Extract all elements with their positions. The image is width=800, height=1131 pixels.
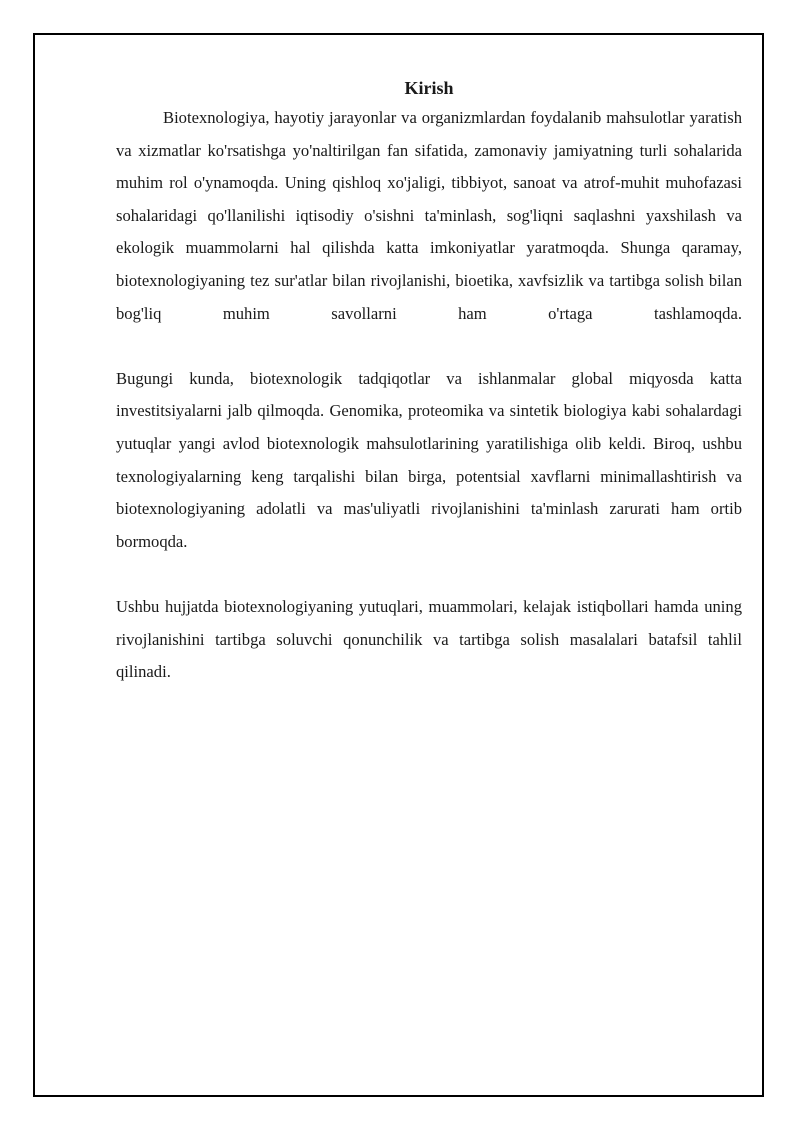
document-title: Kirish	[404, 78, 454, 98]
paragraph-research: Bugungi kunda, biotexnologik tadqiqotlar va ishlanmalar global miqyosda katta investitsiyalarni jalb qilmoqda. Genomika, proteomika va sintetik biologiya kabi sohalardagi yutuqlar yangi avlod biotexnologik mahsulotlarining yaratilishiga olib keldi. Biroq, ushbu texnologiyalarning keng tarqalishi bilan birga, potentsial xavflarni minimallashtirish va biotexnologiyaning adolatli va mas'uliyatli rivojlanishini ta'minlash zarurati ham ortib bormoqda.	[116, 368, 742, 551]
document-body	[116, 76, 742, 689]
paragraph-spacer	[116, 330, 742, 363]
paragraph-scope: Ushbu hujjatda biotexnologiyaning yutuqlari, muammolari, kelajak istiqbollari hamda uning rivojlanishini tartibga soluvchi qonunchilik va tartibga solish masalalari batafsil tahlil qilinadi.	[116, 596, 742, 682]
paragraph-spacer	[116, 558, 742, 591]
paragraph-intro: Biotexnologiya, hayotiy jarayonlar va organizmlardan foydalanib mahsulotlar yaratish va xizmatlar ko'rsatishga yo'naltirilgan fan sifatida, zamonaviy jamiyatning turli sohalarida muhim rol o'ynamoqda. Uning qishloq xo'jaligi, tibbiyot, sanoat va atrof-muhit muhofazasi sohalaridagi qo'llanilishi iqtisodiy o'sishni ta'minlash, sog'liqni saqlashni yaxshilash va ekologik muammolarni hal qilishda katta imkoniyatlar yaratmoqda. Shunga qaramay, biotexnologiyaning tez sur'atlar bilan rivojlanishi, bioetika, xavfsizlik va tartibga solish bilan bog'liq muhim savollarni ham o'rtaga tashlamoqda.	[116, 108, 742, 323]
